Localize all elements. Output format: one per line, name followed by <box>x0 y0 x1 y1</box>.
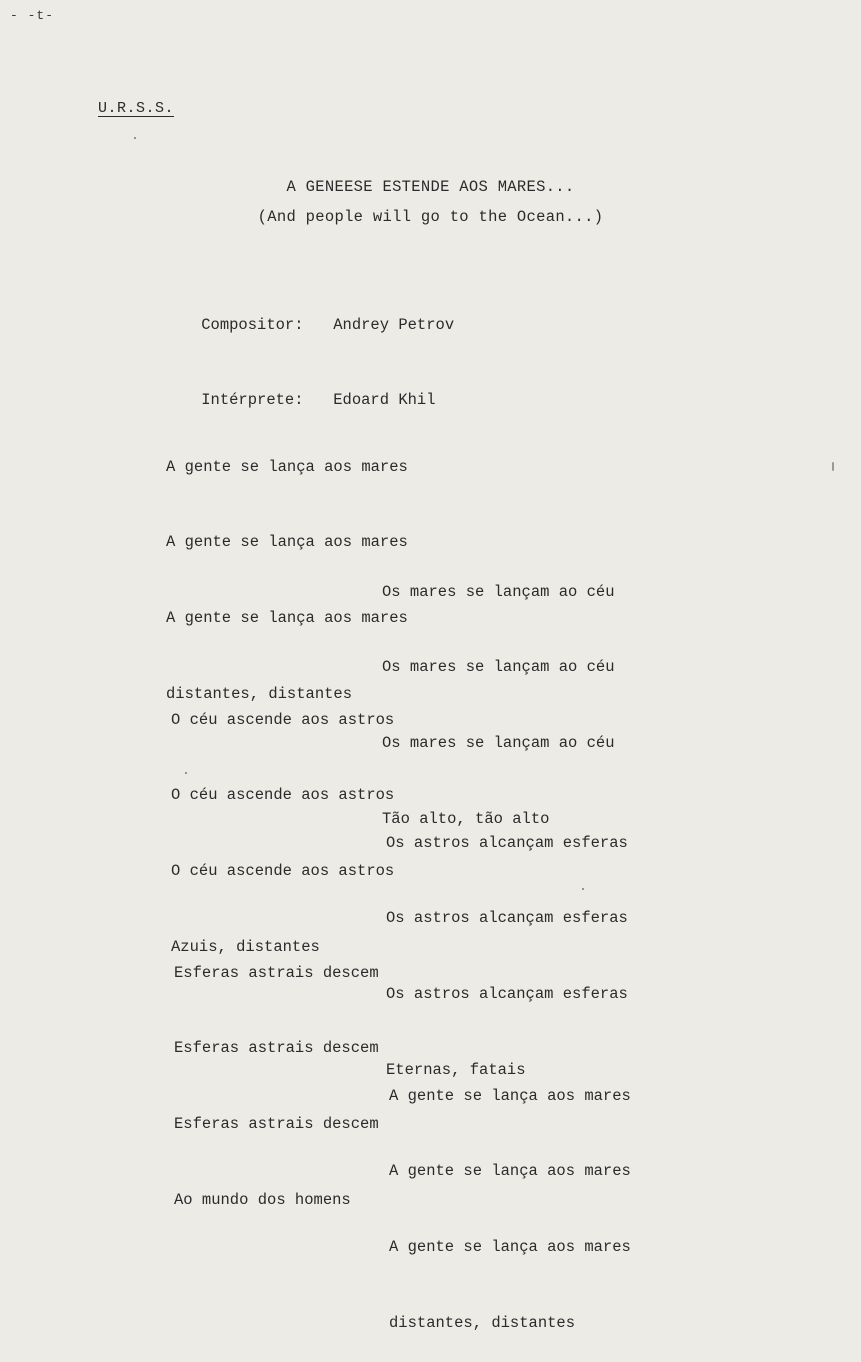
stanza-5 <box>174 910 379 1239</box>
paper-speck <box>832 462 834 471</box>
lyric-line: A gente se lança aos mares <box>166 533 408 552</box>
lyric-line: A gente se lança aos mares <box>389 1086 631 1105</box>
lyric-line: A gente se lança aos mares <box>389 1162 631 1181</box>
lyric-line: Azuis, distantes <box>171 938 320 957</box>
paper-speck <box>582 888 584 890</box>
credit-composer <box>164 288 454 363</box>
credit-label: Intérprete: <box>201 391 304 409</box>
lyric-line: Os astros alcançam esferas <box>386 909 628 928</box>
lyric-line: Os astros alcançam esferas <box>386 985 628 1004</box>
lyric-line: Tão alto, tão alto <box>382 810 550 829</box>
song-subtitle: (And people will go to the Ocean...) <box>257 208 604 226</box>
song-title: A GENEESE ESTENDE AOS MARES... <box>286 178 575 196</box>
stanza-6 <box>389 1033 631 1362</box>
lyric-line: O céu ascende aos astros <box>171 786 395 805</box>
paper-speck <box>185 772 187 774</box>
title-block <box>0 178 861 226</box>
lyric-line: Eternas, fatais <box>386 1061 526 1080</box>
lyric-line: O céu ascende aos astros <box>171 710 395 729</box>
credit-label: Compositor: <box>201 316 304 334</box>
lyric-line: A gente se lança aos mares <box>166 609 408 628</box>
lyric-line: Ao mundo dos homens <box>174 1191 351 1210</box>
paper-speck <box>134 137 136 139</box>
lyric-line: A gente se lança aos mares <box>166 457 408 476</box>
lyric-line: Esferas astrais descem <box>174 1115 379 1134</box>
lyric-line: O céu ascende aos astros <box>171 862 395 881</box>
country-heading: U.R.S.S. <box>98 100 175 117</box>
lyric-line: Os astros alcançam esferas <box>386 833 628 852</box>
lyric-line: Os mares se lançam ao céu <box>382 734 615 753</box>
credit-value: Andrey Petrov <box>333 316 455 334</box>
lyric-line: Esferas astrais descem <box>174 1039 379 1058</box>
credit-value: Edoard Khil <box>333 391 436 409</box>
lyric-line: distantes, distantes <box>166 685 353 704</box>
lyric-line: A gente se lança aos mares <box>389 1238 631 1257</box>
lyric-line: distantes, distantes <box>389 1314 576 1333</box>
lyric-line: Os mares se lançam ao céu <box>382 658 615 677</box>
page-mark: - -t- <box>10 8 55 23</box>
lyric-line: Esferas astrais descem <box>174 963 379 982</box>
lyric-line: Os mares se lançam ao céu <box>382 582 615 601</box>
